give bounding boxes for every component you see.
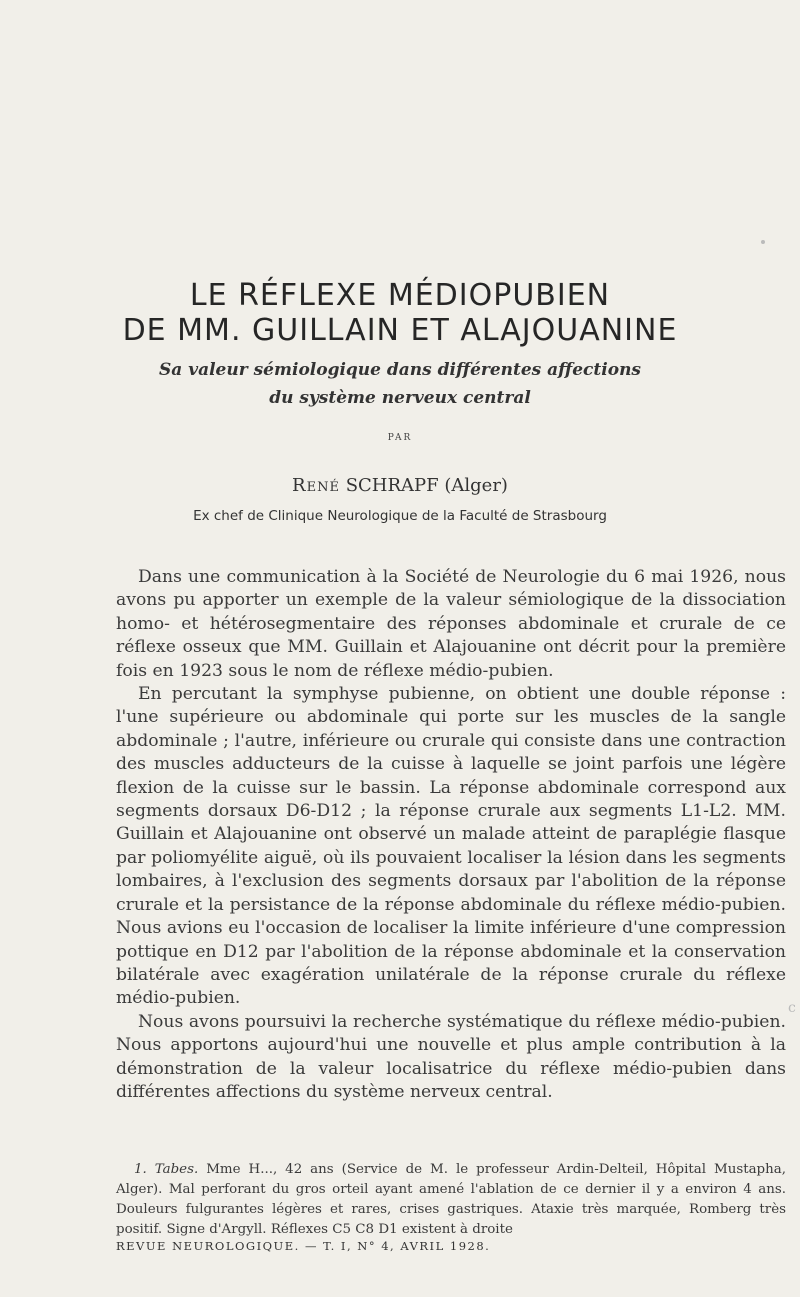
article-title-line-1: LE RÉFLEXE MÉDIOPUBIEN (189, 278, 611, 313)
body-paragraph-1: Dans une communication à la Société de Neurologie du 6 mai 1926, nous avons pu apporter un exemple de la valeur sémiologique de la dissociation homo- et hétérosegmentaire des réponses abdominale et crurale de ce réflexe osseux que MM. Guillain et Alajouanine ont décrit pour la première fois en 1923 sous le nom de réflexe médio-pubien. (116, 567, 786, 681)
by-line-par: PAR (387, 433, 413, 443)
margin-mark: c (788, 1000, 796, 1016)
article-subtitle-line-2: du système nerveux central (269, 388, 531, 408)
article-title-line-2: DE MM. GUILLAIN ET ALAJOUANINE (122, 313, 678, 348)
article-body (116, 566, 786, 1104)
author-first-name: René (292, 475, 340, 496)
footnote-label: 1. Tabes. (134, 1162, 199, 1177)
author-affiliation: Ex chef de Clinique Neurologique de la Faculté de Strasbourg (193, 508, 607, 524)
body-paragraph-2: En percutant la symphyse pubienne, on obtient une double réponse : l'une supérieure ou abdominale qui porte sur les muscles de la sangle abdominale ; l'autre, inférieure ou crurale qui consiste dans une contraction des muscles adducteurs de la cuisse à laquelle se joint parfois une légère flexion de la cuisse sur le bassin. La réponse abdominale correspond aux segments dorsaux D6-D12 ; la réponse crurale aux segments L1-L2. MM. Guillain et Alajouanine ont observé un malade atteint de paraplégie flasque par poliomyélite aiguë, où ils pouvaient localiser la lésion dans les segments lombaires, à l'exclusion des segments dorsaux par l'abolition de la réponse crurale et la persistance de la réponse abdominale du réflexe médio-pubien. Nous avions eu l'occasion de localiser la limite inférieure d'une compression pottique en D12 par l'abolition de la réponse abdominale et la conservation bilatérale avec exagération unilatérale de la réponse crurale du réflexe médio-pubien. (116, 684, 786, 1009)
article-subtitle-line-1: Sa valeur sémiologique dans différentes affections (159, 360, 641, 380)
author-line (0, 475, 800, 496)
footnote-text: Mme H..., 42 ans (Service de M. le professeur Ardin-Delteil, Hôpital Mustapha, Alger). Mal perforant du gros orteil ayant amené l'ablation de ce dernier il y a environ 4 ans. Douleurs fulgurantes légères et rares, crises gastriques. Ataxie très marquée, Romberg très positif. Signe d'Argyll. Réflexes C5 C8 D1 existent à droite (116, 1162, 786, 1237)
ink-spot (761, 240, 765, 244)
footnote (116, 1160, 786, 1240)
running-footer: REVUE NEUROLOGIQUE. — T. I, N° 4, AVRIL 1928. (116, 1239, 491, 1253)
body-paragraph-3: Nous avons poursuivi la recherche systématique du réflexe médio-pubien. Nous apportons aujourd'hui une nouvelle et plus ample contribution à la démonstration de la valeur localisatrice du réflexe médio-pubien dans différentes affections du système nerveux central. (116, 1011, 786, 1102)
author-last-name: SCHRAPF (Alger) (345, 475, 508, 496)
